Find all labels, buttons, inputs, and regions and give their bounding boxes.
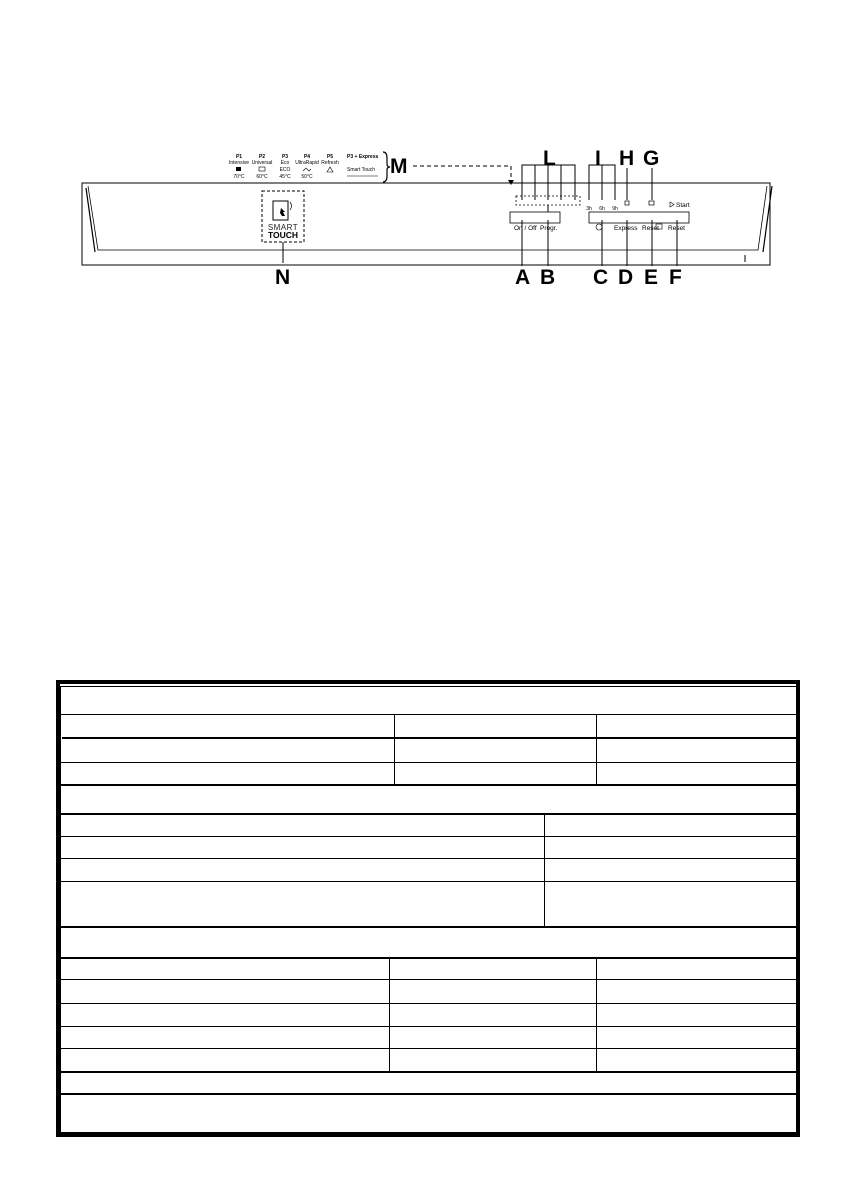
table-inner-border: [60, 686, 798, 1133]
table-row-line: [60, 836, 798, 837]
table-row-line: [60, 762, 798, 763]
table-col-line: [389, 957, 390, 1071]
callout-i: I: [595, 147, 601, 170]
table-row-line: [60, 784, 798, 786]
callout-l: L: [543, 147, 556, 170]
table-row-line: [60, 881, 798, 882]
table-row-line: [60, 926, 798, 928]
table-col-line: [544, 813, 545, 926]
brace-m: [383, 152, 390, 182]
nfc-wave-icon: [290, 202, 292, 210]
program-code-p2: P2: [258, 154, 266, 160]
reset-label-2: Reset: [668, 225, 685, 232]
callout-g: G: [643, 147, 660, 170]
program-name-p1: Intensive: [228, 160, 250, 166]
eco-icon: ECO: [279, 167, 291, 173]
salt-indicator-icon: [625, 201, 629, 205]
callout-f: F: [669, 266, 682, 289]
reset-label-1: Reset: [642, 225, 659, 232]
table-row-line: [60, 979, 798, 980]
table-row-line: [62, 737, 798, 739]
smart-touch-line2: TOUCH: [267, 230, 299, 240]
delay-clock-icon: [596, 224, 602, 230]
delay-label-6h: 6h: [599, 206, 605, 212]
callout-n: N: [275, 266, 291, 289]
smart-touch-line1: SMART: [267, 223, 299, 232]
table-row-line: [60, 1048, 798, 1049]
callout-a: A: [515, 266, 531, 289]
express-label: P3 + Express: [347, 154, 379, 160]
ultrarapid-icon: [303, 168, 311, 171]
callout-m-line: [413, 166, 511, 182]
start-label: Start: [676, 202, 690, 209]
intensive-icon: [236, 167, 241, 171]
table-row-line: [60, 1093, 798, 1095]
progr-label: Progr.: [540, 225, 558, 232]
program-legend: [229, 152, 390, 182]
delay-leds: [586, 147, 690, 212]
callout-e: E: [644, 266, 659, 289]
universal-icon: [259, 167, 265, 171]
table-row-line: [60, 1071, 798, 1073]
refresh-icon: [327, 167, 333, 172]
program-code-p3: P3: [281, 154, 289, 160]
right-button-strip: [589, 212, 689, 223]
panel-body: [82, 183, 772, 265]
table-row-line: [60, 1003, 798, 1004]
start-led-icon: [649, 201, 654, 205]
program-code-p4: P4: [303, 154, 311, 160]
program-name-p2: Universal: [251, 160, 273, 166]
table-row-line: [60, 858, 798, 859]
table-col-line: [596, 957, 597, 1071]
table-row-line: [60, 714, 798, 715]
express-button-label: Express: [614, 225, 638, 232]
on-off-label: On / Off: [514, 225, 537, 232]
program-temp-p1: 70°C: [233, 174, 245, 180]
program-code-p5: P5: [326, 154, 334, 160]
callout-b: B: [540, 266, 556, 289]
callout-d: D: [618, 266, 634, 289]
program-temp-p3: 45°C: [279, 174, 291, 180]
callout-m: M: [390, 155, 408, 178]
table-col-line: [394, 714, 395, 784]
program-code-p1: P1: [235, 154, 243, 160]
hand-tap-icon: [280, 208, 285, 216]
program-temp-p2: 60°C: [256, 174, 268, 180]
program-name-p5: Refresh: [321, 160, 339, 166]
table-row-line: [60, 1026, 798, 1027]
delay-label-9h: 9h: [612, 206, 618, 212]
smart-touch-zone: [262, 191, 304, 263]
play-icon: [670, 202, 674, 207]
program-temp-p4: 50°C: [301, 174, 313, 180]
program-name-p4: UltraRapid: [295, 160, 319, 166]
program-leds: [516, 147, 580, 212]
smart-touch-small-label: Smart Touch: [347, 167, 375, 173]
program-name-p3: Eco: [280, 160, 290, 166]
table-row-line: [60, 957, 798, 959]
table-row-line: [60, 813, 798, 815]
callout-h: H: [619, 147, 635, 170]
callout-c: C: [593, 266, 609, 289]
delay-label-3h: 3h: [586, 206, 592, 212]
left-button-strip: [510, 212, 560, 223]
table-col-line: [596, 714, 597, 784]
